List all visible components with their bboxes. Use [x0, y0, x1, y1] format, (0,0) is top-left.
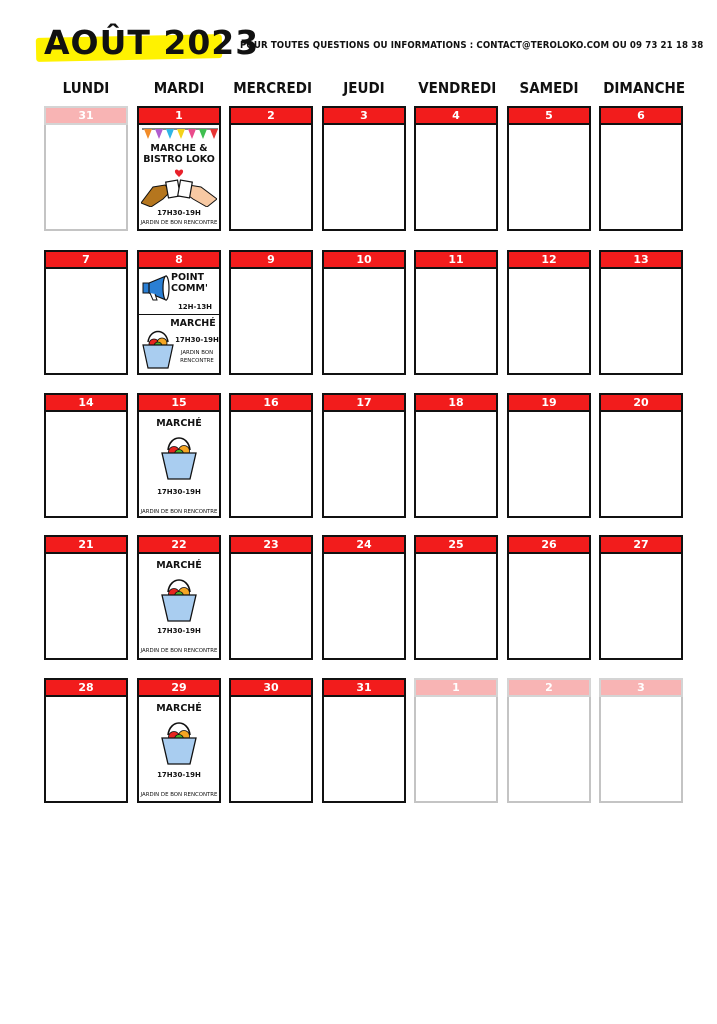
day-body	[414, 697, 498, 803]
day-cell-aug-12[interactable]	[507, 250, 591, 375]
event-time: 17H30-19H	[157, 488, 201, 496]
day-body	[229, 697, 313, 803]
day-cell-sep-3[interactable]	[599, 678, 683, 803]
day-cell-aug-18[interactable]	[414, 393, 498, 518]
cheers-icon	[141, 169, 217, 207]
day-number: 30	[229, 678, 313, 697]
day-number: 25	[414, 535, 498, 554]
day-number: 24	[322, 535, 406, 554]
event-title: MARCHÉ	[156, 560, 202, 571]
day-number: 4	[414, 106, 498, 125]
day-cell-aug-2[interactable]	[229, 106, 313, 231]
event-title: MARCHÉ	[170, 318, 216, 329]
day-number: 23	[229, 535, 313, 554]
day-cell-aug-6[interactable]	[599, 106, 683, 231]
day-cell-aug-29[interactable]	[137, 678, 221, 803]
day-cell-aug-19[interactable]	[507, 393, 591, 518]
divider	[139, 314, 219, 315]
day-cell-aug-30[interactable]	[229, 678, 313, 803]
day-number: 1	[414, 678, 498, 697]
weekday-tuesday: MARDI	[153, 79, 205, 97]
day-number: 3	[599, 678, 683, 697]
day-cell-aug-10[interactable]	[322, 250, 406, 375]
event-time: 17H30-19H	[157, 627, 201, 635]
day-number: 8	[137, 250, 221, 269]
page-title: AOÛT 2023	[44, 23, 260, 62]
day-number: 6	[599, 106, 683, 125]
day-cell-aug-20[interactable]	[599, 393, 683, 518]
day-cell-aug-11[interactable]	[414, 250, 498, 375]
day-body	[322, 269, 406, 375]
day-cell-aug-31[interactable]	[322, 678, 406, 803]
day-body	[44, 269, 128, 375]
day-body	[507, 412, 591, 518]
day-number: 26	[507, 535, 591, 554]
day-body	[229, 125, 313, 231]
day-body	[229, 269, 313, 375]
day-body	[44, 412, 128, 518]
weekday-monday: LUNDI	[62, 79, 110, 97]
day-number: 11	[414, 250, 498, 269]
event-time: 17H30-19H	[157, 771, 201, 779]
day-body	[322, 412, 406, 518]
event-title: MARCHÉ	[156, 418, 202, 429]
day-number: 13	[599, 250, 683, 269]
event-time: 12H-13H	[177, 303, 213, 311]
day-body	[229, 554, 313, 660]
day-body	[414, 125, 498, 231]
day-number: 7	[44, 250, 128, 269]
day-body	[44, 697, 128, 803]
day-body	[137, 412, 221, 518]
day-cell-aug-25[interactable]	[414, 535, 498, 660]
day-number: 28	[44, 678, 128, 697]
day-number: 10	[322, 250, 406, 269]
day-number: 21	[44, 535, 128, 554]
event-place: JARDIN DE BON RENCONTRE	[140, 648, 218, 654]
day-cell-aug-27[interactable]	[599, 535, 683, 660]
weekday-thursday: JEUDI	[343, 79, 385, 97]
day-cell-aug-24[interactable]	[322, 535, 406, 660]
day-body	[507, 554, 591, 660]
day-cell-aug-4[interactable]	[414, 106, 498, 231]
day-body	[322, 125, 406, 231]
day-body	[137, 125, 221, 231]
day-body	[599, 125, 683, 231]
day-number: 19	[507, 393, 591, 412]
day-cell-aug-7[interactable]	[44, 250, 128, 375]
event-place: JARDIN BON RENCONTRE	[180, 350, 214, 364]
day-body	[599, 697, 683, 803]
day-cell-aug-16[interactable]	[229, 393, 313, 518]
event-title: POINT COMM'	[171, 272, 208, 294]
day-number: 5	[507, 106, 591, 125]
basket-icon	[161, 717, 197, 767]
day-number: 1	[137, 106, 221, 125]
megaphone-icon	[142, 275, 172, 301]
day-cell-aug-3[interactable]	[322, 106, 406, 231]
day-body	[137, 269, 221, 375]
day-number: 2	[229, 106, 313, 125]
day-body	[322, 554, 406, 660]
day-cell-sep-2[interactable]	[507, 678, 591, 803]
weekday-wednesday: MERCREDI	[233, 79, 313, 97]
day-body	[414, 269, 498, 375]
day-number: 14	[44, 393, 128, 412]
day-body	[44, 554, 128, 660]
event-time: 17H30-19H	[175, 336, 219, 344]
day-number: 15	[137, 393, 221, 412]
day-cell-aug-23[interactable]	[229, 535, 313, 660]
day-number: 31	[322, 678, 406, 697]
day-cell-aug-13[interactable]	[599, 250, 683, 375]
day-cell-aug-15[interactable]	[137, 393, 221, 518]
day-cell-aug-17[interactable]	[322, 393, 406, 518]
day-number: 29	[137, 678, 221, 697]
event-place: JARDIN DE BON RENCONTRE	[140, 792, 218, 798]
event-place: JARDIN DE BON RENCONTRE	[140, 220, 218, 226]
day-body	[137, 697, 221, 803]
basket-icon	[161, 432, 197, 482]
day-number: 9	[229, 250, 313, 269]
day-body	[414, 412, 498, 518]
day-cell-aug-5[interactable]	[507, 106, 591, 231]
day-number: 20	[599, 393, 683, 412]
day-number: 22	[137, 535, 221, 554]
day-body	[599, 412, 683, 518]
day-number: 31	[44, 106, 128, 125]
day-body	[137, 554, 221, 660]
day-number: 3	[322, 106, 406, 125]
day-body	[322, 697, 406, 803]
day-body	[507, 125, 591, 231]
day-number: 17	[322, 393, 406, 412]
day-cell-aug-9[interactable]	[229, 250, 313, 375]
day-cell-aug-22[interactable]	[137, 535, 221, 660]
basket-icon	[142, 326, 174, 372]
weekday-saturday: SAMEDI	[519, 79, 579, 97]
day-body	[229, 412, 313, 518]
day-number: 12	[507, 250, 591, 269]
day-number: 27	[599, 535, 683, 554]
contact-info: POUR TOUTES QUESTIONS OU INFORMATIONS : CONTACT@TEROLOKO.COM OU 09 73 21 18 38	[240, 40, 704, 51]
basket-icon	[161, 574, 197, 624]
title-area	[30, 18, 260, 68]
day-body	[44, 125, 128, 231]
day-cell-sep-1[interactable]	[414, 678, 498, 803]
day-cell-jul-31[interactable]	[44, 106, 128, 231]
day-cell-aug-26[interactable]	[507, 535, 591, 660]
day-body	[507, 697, 591, 803]
day-number: 2	[507, 678, 591, 697]
weekday-friday: VENDREDI	[418, 79, 497, 97]
day-body	[507, 269, 591, 375]
event-title: MARCHE & BISTRO LOKO	[143, 143, 215, 165]
day-number: 16	[229, 393, 313, 412]
event-time: 17H30-19H	[157, 209, 201, 217]
day-cell-aug-21[interactable]	[44, 535, 128, 660]
day-cell-aug-14[interactable]	[44, 393, 128, 518]
day-body	[599, 269, 683, 375]
day-body	[599, 554, 683, 660]
day-cell-aug-1[interactable]	[137, 106, 221, 231]
bunting-icon	[142, 127, 218, 141]
event-place: JARDIN DE BON RENCONTRE	[140, 509, 218, 515]
day-cell-aug-28[interactable]	[44, 678, 128, 803]
weekday-sunday: DIMANCHE	[603, 79, 686, 97]
day-number: 18	[414, 393, 498, 412]
day-cell-aug-8[interactable]	[137, 250, 221, 375]
day-body	[414, 554, 498, 660]
event-title: MARCHÉ	[156, 703, 202, 714]
